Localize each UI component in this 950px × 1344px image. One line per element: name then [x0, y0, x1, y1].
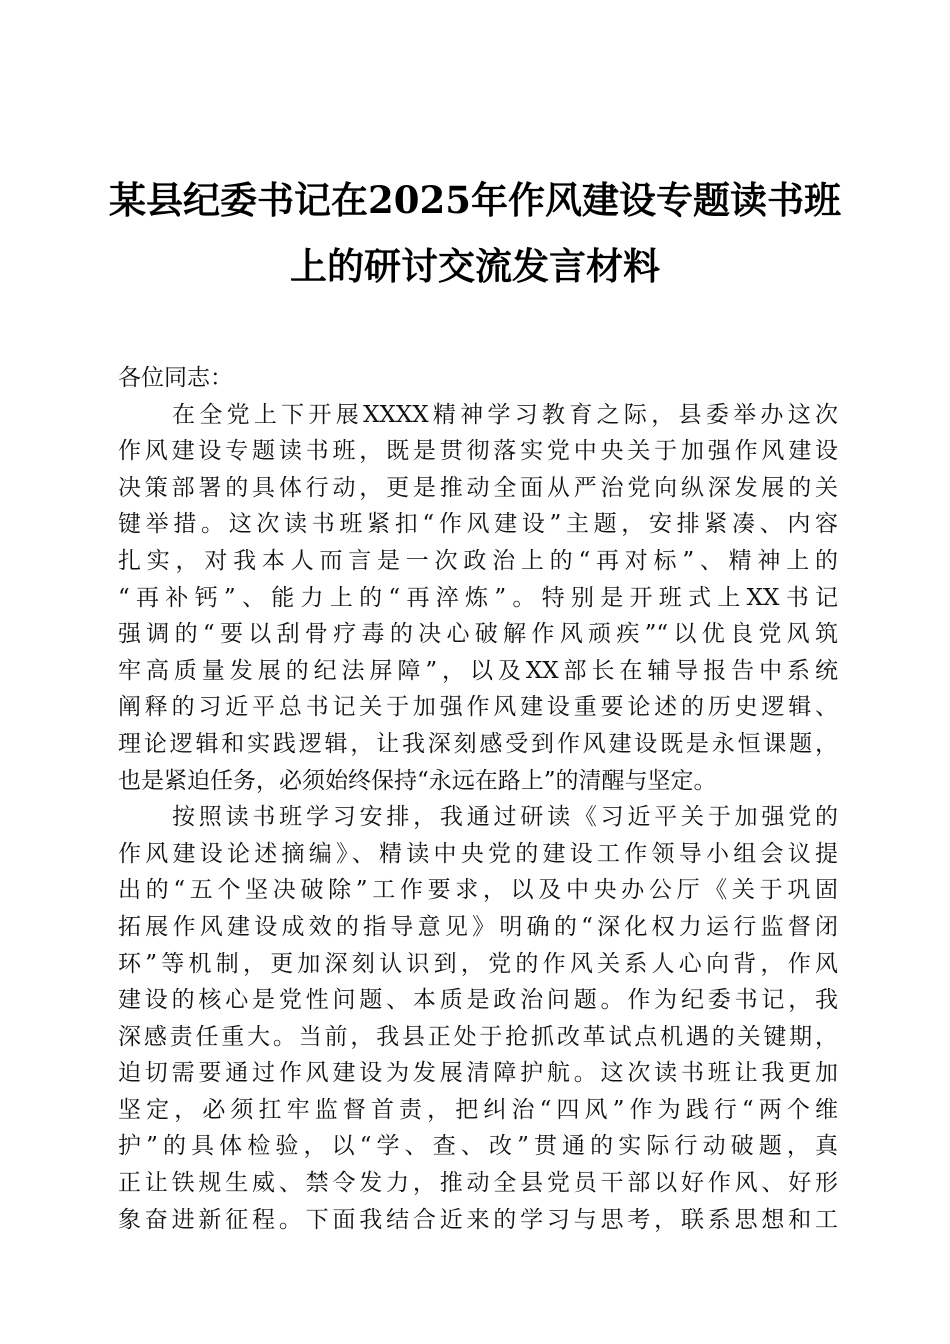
paragraph-line: “再补钙”、能力上的“再淬炼”。特别是开班式上XX书记: [118, 584, 838, 611]
paragraph-line: 作风建设专题读书班，既是贯彻落实党中央关于加强作风建设: [118, 438, 838, 465]
paragraph-line: 理论逻辑和实践逻辑，让我深刻感受到作风建设既是永恒课题，: [118, 730, 838, 757]
document-title-line-2: 上的研讨交流发言材料: [290, 244, 660, 288]
paragraph-line: 迫切需要通过作风建设为发展清障护航。这次读书班让我更加: [118, 1060, 838, 1087]
paragraph-line: 建设的核心是党性问题、本质是政治问题。作为纪委书记，我: [118, 987, 838, 1014]
paragraph-line: 环”等机制，更加深刻认识到，党的作风关系人心向背，作风: [118, 950, 838, 977]
paragraph-line: 深感责任重大。当前，我县正处于抢抓改革试点机遇的关键期，: [118, 1023, 838, 1050]
paragraph-2: [118, 799, 838, 1238]
paragraph-line: 作风建设论述摘编》、精读中央党的建设工作领导小组会议提: [118, 840, 838, 867]
paragraph-line: 象奋进新征程。下面我结合近来的学习与思考，联系思想和工: [118, 1206, 838, 1233]
paragraph-line: 出的“五个坚决破除”工作要求，以及中央办公厅《关于巩固: [118, 877, 838, 904]
document-title-line-1: 某县纪委书记在2025年作风建设专题读书班: [109, 178, 841, 222]
paragraph-line: 按照读书班学习安排，我通过研读《习近平关于加强党的: [172, 804, 838, 831]
paragraph-1: [118, 397, 838, 800]
paragraph-line: 在全党上下开展XXXX精神学习教育之际，县委举办这次: [172, 401, 838, 428]
paragraph-line: 强调的“要以刮骨疗毒的决心破解作风顽疾”“以优良党风筑: [118, 621, 838, 648]
paragraph-line: 扎实，对我本人而言是一次政治上的“再对标”、精神上的: [118, 547, 838, 574]
paragraph-line: 键举措。这次读书班紧扣“作风建设”主题，安排紧凑、内容: [118, 511, 838, 538]
paragraph-line: 坚定，必须扛牢监督首责，把纠治“四风”作为践行“两个维: [118, 1096, 838, 1123]
document-body: [118, 360, 838, 1238]
paragraph-line: 拓展作风建设成效的指导意见》明确的“深化权力运行监督闭: [118, 913, 838, 940]
paragraph-line: 决策部署的具体行动，更是推动全面从严治党向纵深发展的关: [118, 474, 838, 501]
paragraph-line: 护”的具体检验，以“学、查、改”贯通的实际行动破题，真: [118, 1133, 838, 1160]
paragraph-line: 牢高质量发展的纪法屏障”，以及XX部长在辅导报告中系统: [118, 657, 838, 684]
salutation: 各位同志：: [118, 365, 233, 391]
paragraph-line: 也是紧迫任务，必须始终保持“永远在路上”的清醒与坚定。: [118, 767, 717, 794]
paragraph-line: 正让铁规生威、禁令发力，推动全县党员干部以好作风、好形: [118, 1170, 838, 1197]
paragraph-line: 阐释的习近平总书记关于加强作风建设重要论述的历史逻辑、: [118, 694, 838, 721]
